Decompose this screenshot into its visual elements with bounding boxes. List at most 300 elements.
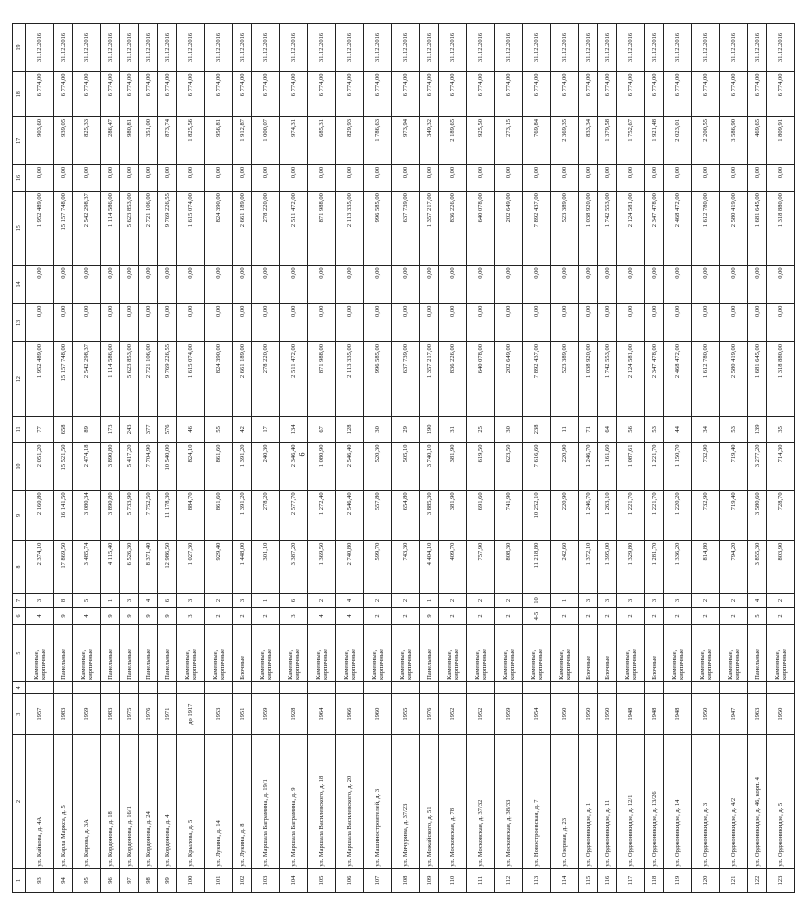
table-cell: 1 612 780,00: [692, 342, 720, 416]
table-cell: 3: [579, 593, 598, 607]
table-cell: 104: [280, 869, 308, 893]
table-cell: 109: [420, 869, 439, 893]
table-cell: 0,00: [233, 165, 252, 191]
column-number: 18: [13, 71, 26, 116]
table-row: [73, 24, 101, 893]
table-cell: Каменные, кирпичные: [767, 624, 795, 681]
table-cell: 1 809,91: [767, 117, 795, 165]
table-cell: 67: [308, 416, 336, 442]
table-row: [392, 24, 420, 893]
table-cell: 0,00: [767, 265, 795, 303]
table-cell: 31.12.2016: [73, 24, 101, 72]
table-cell: 1 742 553,00: [598, 342, 617, 416]
table-cell: Каменные, кирпичные: [26, 624, 54, 681]
table-cell: 31.12.2016: [720, 24, 748, 72]
table-cell: 2 661 189,00: [233, 342, 252, 416]
table-cell: 2: [392, 593, 420, 607]
table-cell: 0,00: [73, 165, 101, 191]
table-cell: 3: [645, 593, 664, 607]
table-cell: 2: [467, 608, 495, 625]
table-cell: 100: [177, 869, 205, 893]
table-cell: 110: [439, 869, 467, 893]
table-cell: 0,00: [73, 265, 101, 303]
table-cell: 381,90: [439, 443, 467, 491]
table-cell: 278,20: [252, 490, 280, 540]
table-cell: 101: [205, 869, 233, 893]
table-cell: 0,00: [252, 265, 280, 303]
table-cell: [617, 682, 645, 694]
table-cell: Панельные: [54, 624, 73, 681]
table-cell: 0,00: [101, 165, 120, 191]
table-row: [158, 24, 177, 893]
table-cell: 114: [551, 869, 579, 893]
table-cell: 523 389,00: [551, 342, 579, 416]
table-cell: 6 774,00: [280, 71, 308, 116]
table-cell: [233, 682, 252, 694]
table-cell: 0,00: [101, 265, 120, 303]
table-cell: 0,00: [120, 265, 139, 303]
table-cell: [767, 682, 795, 694]
table-cell: 1 615 074,00: [177, 191, 205, 265]
table-cell: 0,00: [598, 304, 617, 342]
table-cell: 115: [579, 869, 598, 893]
table-cell: 0,00: [767, 304, 795, 342]
table-cell: 94: [54, 869, 73, 893]
table-cell: ул. Кирова, д. 3А: [73, 735, 101, 869]
table-cell: 0,00: [158, 265, 177, 303]
table-cell: 0,00: [645, 165, 664, 191]
table-cell: Каменные, кирпичные: [73, 624, 101, 681]
table-cell: 31.12.2016: [617, 24, 645, 72]
table-cell: 56: [617, 416, 645, 442]
table-cell: 0,00: [645, 304, 664, 342]
table-cell: [467, 682, 495, 694]
table-cell: 0,00: [205, 265, 233, 303]
table-cell: ул. Озерная, д. 23: [551, 735, 579, 869]
table-cell: 6 774,00: [579, 71, 598, 116]
table-cell: 202 649,00: [495, 191, 523, 265]
table-cell: 134: [280, 416, 308, 442]
table-cell: 240,30: [252, 443, 280, 491]
table-cell: 1 391,20: [233, 443, 252, 491]
table-cell: 25: [467, 416, 495, 442]
table-cell: 6 774,00: [495, 71, 523, 116]
table-cell: 0,00: [252, 165, 280, 191]
table-cell: 0,00: [617, 304, 645, 342]
table-cell: 1 246,70: [579, 490, 598, 540]
table-cell: [120, 682, 139, 694]
table-cell: 1959: [252, 694, 280, 735]
table-cell: 0,00: [392, 165, 420, 191]
table-cell: 4: [336, 608, 364, 625]
table-cell: [252, 682, 280, 694]
table-row: [364, 24, 392, 893]
table-cell: Каменные, кирпичные: [280, 624, 308, 681]
table-cell: 6 774,00: [205, 71, 233, 116]
table-row: [439, 24, 467, 893]
table-cell: ул. Кордонова, д. 24: [139, 735, 158, 869]
table-cell: 9: [420, 608, 439, 625]
table-cell: 6 774,00: [645, 71, 664, 116]
table-cell: 11 178,30: [158, 490, 177, 540]
table-cell: 6 774,00: [364, 71, 392, 116]
table-cell: 6 774,00: [392, 71, 420, 116]
table-cell: 2: [720, 608, 748, 625]
table-cell: 769,84: [523, 117, 551, 165]
table-cell: 803,90: [767, 541, 795, 594]
table-cell: 2: [439, 593, 467, 607]
table-cell: 2: [495, 608, 523, 625]
table-cell: ул. Карла Маркса, д. 5: [54, 735, 73, 869]
table-cell: 0,00: [392, 304, 420, 342]
table-cell: 1960: [364, 694, 392, 735]
table-cell: 1952: [467, 694, 495, 735]
table-cell: 31.12.2016: [420, 24, 439, 72]
table-cell: Панельные: [748, 624, 767, 681]
table-cell: 0,00: [139, 265, 158, 303]
table-cell: [54, 682, 73, 694]
table-cell: 53: [720, 416, 748, 442]
table-cell: 30: [364, 416, 392, 442]
table-cell: Каменные, кирпичные: [364, 624, 392, 681]
table-cell: 0,00: [364, 265, 392, 303]
table-cell: 108: [392, 869, 420, 893]
table-cell: 3: [664, 593, 692, 607]
table-cell: 31.12.2016: [392, 24, 420, 72]
table-cell: 10: [523, 593, 551, 607]
table-cell: 1 080,90: [308, 443, 336, 491]
table-cell: 1950: [598, 694, 617, 735]
table-cell: 1975: [120, 694, 139, 735]
table-cell: 808,30: [495, 541, 523, 594]
table-cell: [101, 682, 120, 694]
table-cell: 31.12.2016: [54, 24, 73, 72]
table-cell: 743,30: [392, 541, 420, 594]
table-cell: 1 161,60: [598, 443, 617, 491]
table-row: [664, 24, 692, 893]
table-cell: [579, 682, 598, 694]
table-cell: [73, 682, 101, 694]
column-number: 16: [13, 165, 26, 191]
table-cell: 3 387,20: [280, 541, 308, 594]
table-cell: 1 221,70: [617, 490, 645, 540]
table-cell: 2: [664, 608, 692, 625]
table-cell: 3 740,10: [420, 443, 439, 491]
table-cell: 973,94: [392, 117, 420, 165]
column-number: 12: [13, 342, 26, 416]
table-cell: 71: [579, 416, 598, 442]
table-cell: 0,00: [579, 265, 598, 303]
table-cell: 42: [233, 416, 252, 442]
table-cell: 1 786,63: [364, 117, 392, 165]
table-cell: 1: [252, 593, 280, 607]
table-cell: 0,00: [308, 265, 336, 303]
table-cell: 3: [26, 593, 54, 607]
table-row: [467, 24, 495, 893]
table-cell: 0,00: [617, 165, 645, 191]
table-cell: 654,80: [392, 490, 420, 540]
table-cell: 0,00: [551, 304, 579, 342]
table-cell: 3: [177, 608, 205, 625]
table-cell: 2 369,35: [551, 117, 579, 165]
column-number: 3: [13, 694, 26, 735]
table-cell: 2: [467, 593, 495, 607]
table-cell: Каменные, кирпичные: [551, 624, 579, 681]
table-cell: 106: [336, 869, 364, 893]
table-cell: 0,00: [233, 265, 252, 303]
table-cell: [139, 682, 158, 694]
table-row: [120, 24, 139, 893]
table-cell: 2 200,55: [692, 117, 720, 165]
table-cell: 77: [26, 416, 54, 442]
table-cell: [645, 682, 664, 694]
table-cell: 1 221,70: [645, 490, 664, 540]
table-cell: 5 417,20: [120, 443, 139, 491]
table-cell: 1971: [158, 694, 177, 735]
table-cell: 0,00: [252, 304, 280, 342]
table-cell: 4: [336, 593, 364, 607]
table-cell: 7 892 437,00: [523, 191, 551, 265]
table-cell: 0,00: [73, 304, 101, 342]
table-cell: 0,00: [692, 304, 720, 342]
table-cell: 278 220,00: [252, 342, 280, 416]
table-cell: Каменные, кирпичные: [177, 624, 205, 681]
table-cell: 728,70: [767, 490, 795, 540]
table-cell: 0,00: [767, 165, 795, 191]
table-cell: 1 357 217,00: [420, 191, 439, 265]
table-cell: 1: [101, 593, 120, 607]
table-cell: 741,90: [495, 490, 523, 540]
table-cell: 2: [364, 593, 392, 607]
table-cell: [598, 682, 617, 694]
table-cell: [280, 682, 308, 694]
table-cell: 243: [120, 416, 139, 442]
table-cell: 3: [120, 593, 139, 607]
table-cell: ул. Машиностроителей, д. 3: [364, 735, 392, 869]
table-cell: 0,00: [748, 165, 767, 191]
table-cell: 31.12.2016: [364, 24, 392, 72]
table-cell: 2 580 419,00: [720, 191, 748, 265]
header-row: [13, 24, 26, 893]
table-cell: 121: [720, 869, 748, 893]
table-cell: ул. Орджоникидзе, д. 1: [579, 735, 598, 869]
table-cell: 658: [54, 416, 73, 442]
table-cell: 2 721 106,00: [139, 342, 158, 416]
table-cell: 0,00: [598, 165, 617, 191]
table-cell: 1 114 586,00: [101, 191, 120, 265]
table-cell: ул. Кайкова, д. 4А: [26, 735, 54, 869]
table-cell: 691,60: [467, 490, 495, 540]
table-cell: 1950: [767, 694, 795, 735]
table-cell: ул. Московская, д. 38/33: [495, 735, 523, 869]
table-cell: 833,34: [579, 117, 598, 165]
table-cell: 0,00: [551, 265, 579, 303]
table-cell: 732,90: [692, 490, 720, 540]
table-cell: 871 988,00: [308, 191, 336, 265]
table-cell: 1966: [336, 694, 364, 735]
table-row: [523, 24, 551, 893]
table-cell: Блочные: [579, 624, 598, 681]
table-cell: 3: [280, 608, 308, 625]
table-cell: 44: [664, 416, 692, 442]
table-cell: 117: [617, 869, 645, 893]
table-cell: 0,00: [420, 165, 439, 191]
table-cell: 1: [420, 593, 439, 607]
column-number: 15: [13, 191, 26, 265]
table-cell: Каменные, кирпичные: [467, 624, 495, 681]
table-cell: 202 649,00: [495, 342, 523, 416]
table-cell: 2 740,80: [336, 541, 364, 594]
table-cell: 1 825,56: [177, 117, 205, 165]
table-cell: 2 511 472,00: [280, 191, 308, 265]
table-cell: 2 189,65: [439, 117, 467, 165]
table-cell: 2: [645, 608, 664, 625]
table-cell: [158, 682, 177, 694]
table-row: [645, 24, 664, 893]
table-cell: 8: [54, 593, 73, 607]
table-cell: 31.12.2016: [280, 24, 308, 72]
table-cell: 0,00: [664, 304, 692, 342]
table-cell: 732,90: [692, 443, 720, 491]
table-cell: 520,30: [364, 443, 392, 491]
table-cell: [664, 682, 692, 694]
table-cell: 3: [233, 593, 252, 607]
column-number: 9: [13, 490, 26, 540]
table-cell: 0,00: [467, 304, 495, 342]
table-cell: 929,40: [205, 541, 233, 594]
table-cell: 0,00: [336, 265, 364, 303]
table-cell: ул. Орджоникидзе, д. 46, корп. 4: [748, 735, 767, 869]
table-cell: 2 468 472,00: [664, 191, 692, 265]
table-cell: 2 346,40: [280, 443, 308, 491]
table-cell: 0,00: [364, 165, 392, 191]
table-cell: 1 318 880,00: [767, 191, 795, 265]
table-cell: 11 218,80: [523, 541, 551, 594]
table-cell: 31.12.2016: [205, 24, 233, 72]
table-cell: ул. Крылова, д. 5: [177, 735, 205, 869]
table-cell: 1 921,48: [645, 117, 664, 165]
table-cell: 1 246,70: [579, 443, 598, 491]
table-cell: ул. Московская, д. 78: [439, 735, 467, 869]
table-cell: 0,00: [523, 265, 551, 303]
table-cell: 1 318 880,00: [767, 342, 795, 416]
table-cell: 9: [158, 608, 177, 625]
table-cell: 99: [158, 869, 177, 893]
table-cell: 0,00: [598, 265, 617, 303]
table-row: [177, 24, 205, 893]
table-cell: 6 774,00: [252, 71, 280, 116]
housing-register-table: [12, 23, 795, 893]
table-cell: 861,60: [205, 490, 233, 540]
table-cell: 15 157 748,00: [54, 191, 73, 265]
table-cell: 0,00: [523, 165, 551, 191]
table-cell: 1 391,20: [233, 490, 252, 540]
table-cell: Каменные, кирпичные: [392, 624, 420, 681]
table-cell: 53: [645, 416, 664, 442]
table-cell: ул. Лукина, д. 8: [233, 735, 252, 869]
table-cell: 814,80: [692, 541, 720, 594]
table-cell: 2 347 478,00: [645, 342, 664, 416]
table-cell: 107: [364, 869, 392, 893]
table-cell: Каменные, кирпичные: [205, 624, 233, 681]
table-cell: 1 220,20: [664, 490, 692, 540]
table-cell: ул. Маршала Василевского, д. 18: [308, 735, 336, 869]
table-cell: 0,00: [392, 265, 420, 303]
table-cell: 6 774,00: [467, 71, 495, 116]
table-cell: 103: [252, 869, 280, 893]
table-cell: 5 623 853,00: [120, 191, 139, 265]
table-cell: 301,10: [252, 541, 280, 594]
table-cell: Каменные, кирпичные: [439, 624, 467, 681]
table-cell: 95: [73, 869, 101, 893]
table-row: [252, 24, 280, 893]
table-cell: 1 912,87: [233, 117, 252, 165]
table-cell: Каменные, кирпичные: [336, 624, 364, 681]
table-cell: 6 774,00: [54, 71, 73, 116]
table-row: [767, 24, 795, 893]
table-cell: 1953: [205, 694, 233, 735]
table-cell: 3: [617, 593, 645, 607]
table-cell: ул. Кордонова, д. 4: [158, 735, 177, 869]
table-cell: 1 615 074,00: [177, 342, 205, 416]
table-cell: 4: [748, 593, 767, 607]
table-cell: 956,81: [205, 117, 233, 165]
table-cell: 17: [252, 416, 280, 442]
table-cell: 7 704,90: [139, 443, 158, 491]
table-cell: 2 124 581,00: [617, 342, 645, 416]
table-cell: 5 733,90: [120, 490, 139, 540]
table-cell: 0,00: [158, 165, 177, 191]
table-cell: 31.12.2016: [767, 24, 795, 72]
table-cell: 96: [101, 869, 120, 893]
table-cell: 6 774,00: [177, 71, 205, 116]
table-cell: Каменные, кирпичные: [252, 624, 280, 681]
table-cell: 15 157 748,00: [54, 342, 73, 416]
table-cell: ул. Орджоникидзе, д. 13/26: [645, 735, 664, 869]
table-cell: 2 474,18: [73, 443, 101, 491]
table-cell: 273,15: [495, 117, 523, 165]
table-cell: 2: [495, 593, 523, 607]
table-cell: 1950: [692, 694, 720, 735]
table-cell: 242,60: [551, 541, 579, 594]
table-cell: 0,00: [645, 265, 664, 303]
table-cell: Панельные: [420, 624, 439, 681]
table-cell: ул. Мичурина, д. 37/23: [392, 735, 420, 869]
table-cell: 2 051,20: [26, 443, 54, 491]
table-cell: 9 769 226,55: [158, 342, 177, 416]
table-cell: 31.12.2016: [308, 24, 336, 72]
table-cell: 0,00: [364, 304, 392, 342]
table-cell: [177, 682, 205, 694]
table-cell: 6 774,00: [748, 71, 767, 116]
table-cell: 377: [139, 416, 158, 442]
table-cell: 505,10: [392, 443, 420, 491]
table-cell: 31.12.2016: [252, 24, 280, 72]
table-cell: 1 000,07: [252, 117, 280, 165]
table-cell: 0,00: [420, 304, 439, 342]
table-cell: 120: [692, 869, 720, 893]
table-cell: Блочные: [233, 624, 252, 681]
table-cell: ул. Орджоникидзе, д. 11: [598, 735, 617, 869]
table-cell: 1 952 489,00: [26, 342, 54, 416]
table-cell: 1976: [139, 694, 158, 735]
table-cell: 637 739,00: [392, 191, 420, 265]
table-cell: 6: [280, 593, 308, 607]
table-cell: ул. Орджоникидзе, д. 12/1: [617, 735, 645, 869]
table-cell: 2 113 335,00: [336, 342, 364, 416]
table-cell: 3 885,30: [420, 490, 439, 540]
table-cell: 685,31: [308, 117, 336, 165]
